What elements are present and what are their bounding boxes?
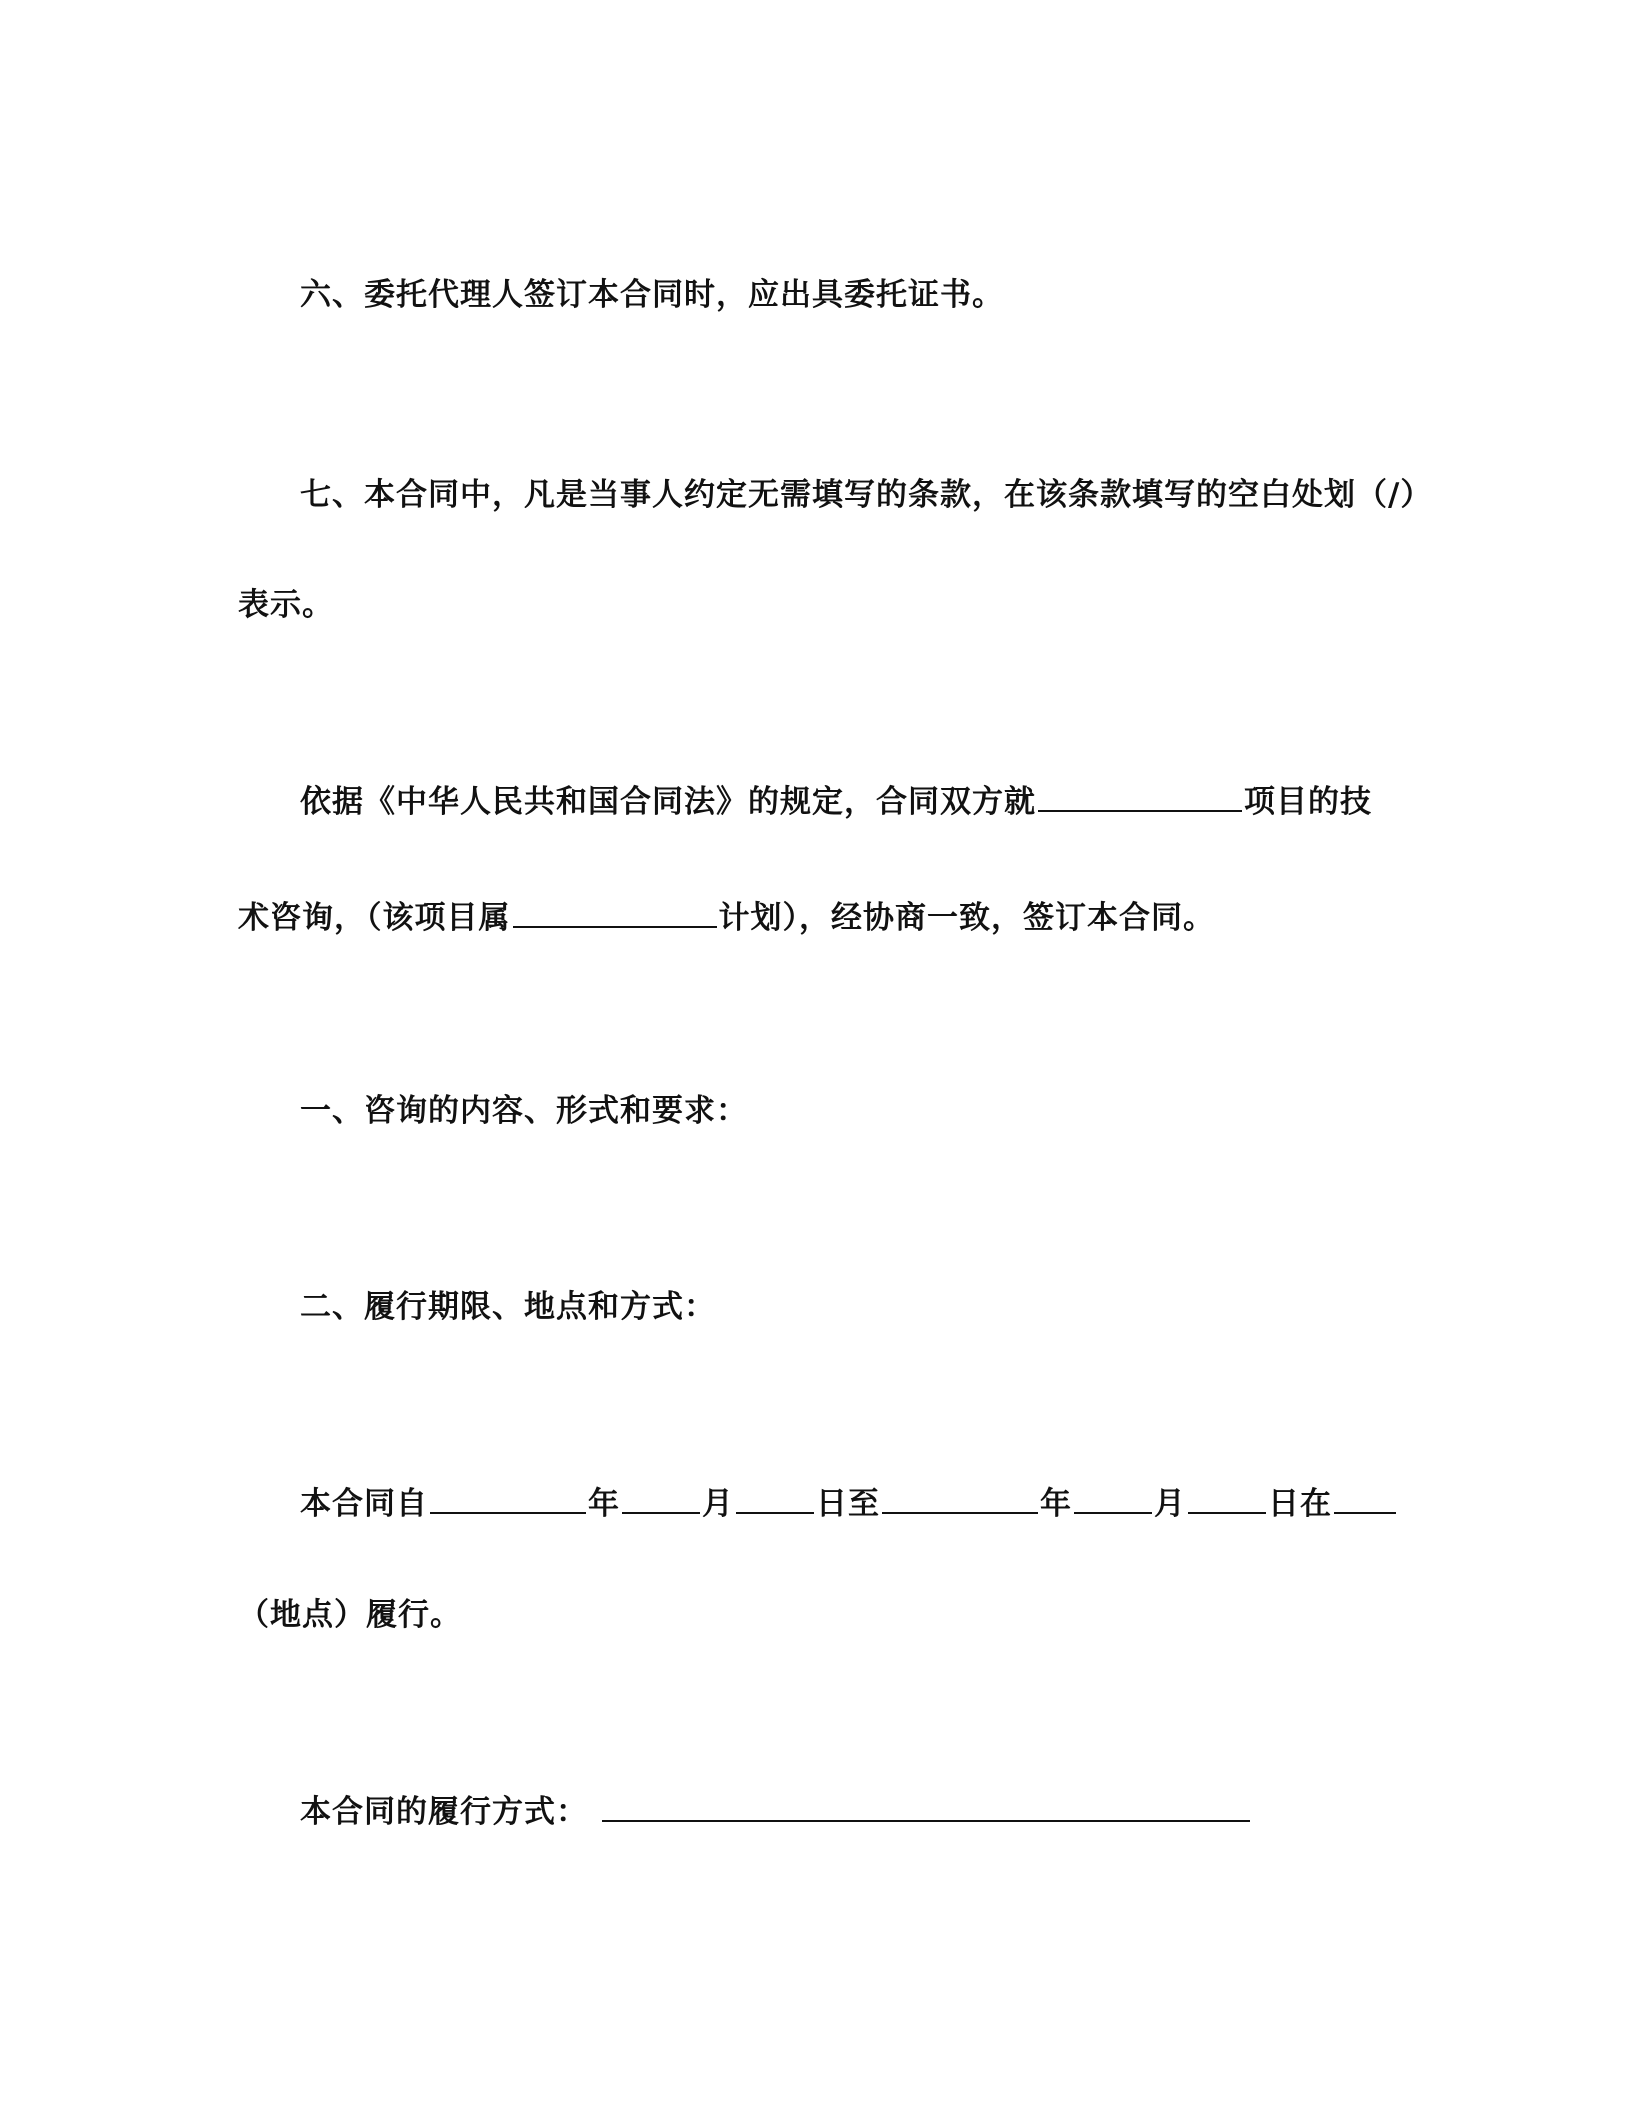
- preamble-text-1: 依据《中华人民共和国合同法》的规定，合同双方就: [300, 784, 1036, 820]
- clause-7-line-1: 七、本合同中，凡是当事人约定无需填写的条款，在该条款填写的空白处划（/）: [300, 477, 1433, 513]
- preamble-line-1: [300, 780, 1372, 823]
- method-line: [300, 1790, 1252, 1833]
- preamble-line-2: [238, 896, 1215, 939]
- month-label-2: 月: [1154, 1486, 1186, 1522]
- day-at-label: 日在: [1268, 1486, 1332, 1522]
- project-name-blank[interactable]: [1038, 780, 1242, 812]
- section-1-heading: 一、咨询的内容、形式和要求：: [300, 1093, 748, 1129]
- start-day-blank[interactable]: [736, 1482, 814, 1514]
- end-month-blank[interactable]: [1074, 1482, 1152, 1514]
- method-label: 本合同的履行方式：: [300, 1794, 588, 1830]
- end-day-blank[interactable]: [1188, 1482, 1266, 1514]
- year-label: 年: [588, 1486, 620, 1522]
- preamble-text-2: 项目的技: [1244, 784, 1372, 820]
- clause-7-line-2: 表示。: [238, 587, 334, 623]
- start-month-blank[interactable]: [622, 1482, 700, 1514]
- year-label-2: 年: [1040, 1486, 1072, 1522]
- month-label: 月: [702, 1486, 734, 1522]
- end-year-blank[interactable]: [882, 1482, 1038, 1514]
- place-blank[interactable]: [1334, 1482, 1396, 1514]
- start-year-blank[interactable]: [430, 1482, 586, 1514]
- day-to-label: 日至: [816, 1486, 880, 1522]
- place-suffix: （地点）履行。: [238, 1597, 462, 1633]
- plan-name-blank[interactable]: [513, 896, 717, 928]
- clause-6: 六、委托代理人签订本合同时，应出具委托证书。: [300, 277, 1004, 313]
- preamble-text-3: 术咨询，（该项目属: [238, 900, 511, 936]
- term-line: [300, 1482, 1398, 1525]
- preamble-text-4: 计划），经协商一致，签订本合同。: [718, 900, 1215, 936]
- section-2-heading: 二、履行期限、地点和方式：: [300, 1289, 716, 1325]
- term-prefix: 本合同自: [300, 1486, 428, 1522]
- method-blank[interactable]: [602, 1790, 1250, 1822]
